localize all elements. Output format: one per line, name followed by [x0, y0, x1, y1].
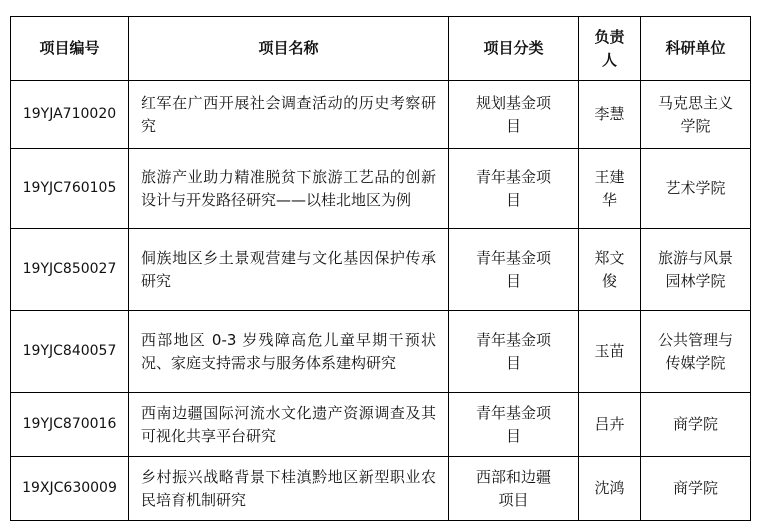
project-category-cell: 西部和边疆项目: [449, 457, 579, 521]
table-row: [11, 393, 751, 457]
header-project-category: 项目分类: [449, 17, 579, 81]
table-row: [11, 149, 751, 229]
project-code-cell: 19YJC850027: [11, 229, 129, 311]
table-row: [11, 81, 751, 149]
project-table: [10, 16, 751, 521]
project-name-cell: 西南边疆国际河流水文化遗产资源调查及其可视化共享平台研究: [129, 393, 449, 457]
project-code-cell: 19XJC630009: [11, 457, 129, 521]
research-unit-cell: 公共管理与传媒学院: [641, 311, 751, 393]
research-unit-cell: 商学院: [641, 457, 751, 521]
research-unit-cell: 艺术学院: [641, 149, 751, 229]
project-name-cell: 侗族地区乡土景观营建与文化基因保护传承研究: [129, 229, 449, 311]
project-code-cell: 19YJC870016: [11, 393, 129, 457]
project-name-cell: 乡村振兴战略背景下桂滇黔地区新型职业农民培育机制研究: [129, 457, 449, 521]
research-unit-cell: 商学院: [641, 393, 751, 457]
project-category-cell: 规划基金项目: [449, 81, 579, 149]
project-name-cell: 西部地区 0-3 岁残障高危儿童早期干预状况、家庭支持需求与服务体系建构研究: [129, 311, 449, 393]
header-row: [11, 17, 751, 81]
header-project-name: 项目名称: [129, 17, 449, 81]
project-category-cell: 青年基金项目: [449, 393, 579, 457]
header-project-code: 项目编号: [11, 17, 129, 81]
table-row: [11, 229, 751, 311]
person-in-charge-cell: 沈鸿: [579, 457, 641, 521]
project-category-cell: 青年基金项目: [449, 229, 579, 311]
header-person-in-charge: 负责人: [579, 17, 641, 81]
table-row: [11, 311, 751, 393]
project-name-cell: 红军在广西开展社会调查活动的历史考察研究: [129, 81, 449, 149]
person-in-charge-cell: 玉苗: [579, 311, 641, 393]
header-research-unit: 科研单位: [641, 17, 751, 81]
person-in-charge-cell: 郑文俊: [579, 229, 641, 311]
person-in-charge-cell: 王建华: [579, 149, 641, 229]
project-category-cell: 青年基金项目: [449, 149, 579, 229]
table-row: [11, 457, 751, 521]
person-in-charge-cell: 李慧: [579, 81, 641, 149]
project-category-cell: 青年基金项目: [449, 311, 579, 393]
research-unit-cell: 旅游与风景园林学院: [641, 229, 751, 311]
project-code-cell: 19YJA710020: [11, 81, 129, 149]
project-code-cell: 19YJC760105: [11, 149, 129, 229]
research-unit-cell: 马克思主义学院: [641, 81, 751, 149]
project-code-cell: 19YJC840057: [11, 311, 129, 393]
project-name-cell: 旅游产业助力精准脱贫下旅游工艺品的创新设计与开发路径研究——以桂北地区为例: [129, 149, 449, 229]
person-in-charge-cell: 吕卉: [579, 393, 641, 457]
